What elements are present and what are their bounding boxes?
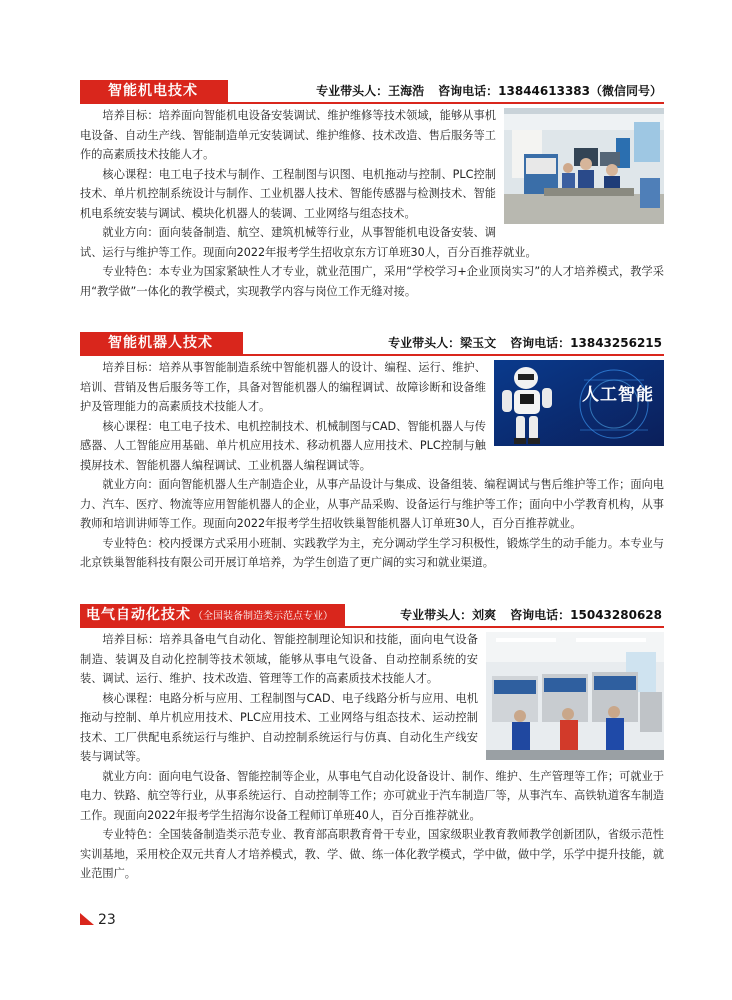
paragraph-objective: 培养目标：培养面向智能机电设备安装调试、维护维修等技术领域，能够从事机电设备、自动生产线、智能制造单元安装调试、维护维修、技术改造、售后服务等工作的高素质技术技能人才。	[80, 109, 496, 161]
section-body	[80, 358, 664, 573]
page-marker-icon	[80, 913, 94, 925]
section-header	[80, 332, 664, 354]
paragraph-courses: 核心课程：电路分析与应用、工程制图与CAD、电子线路分析与应用、电机拖动与控制、单片机应用技术、PLC应用技术、工业网络与组态技术、运动控制技术、工厂供配电系统运行与维护、自动控制系统运行与仿真、自动化生产线安装与调试等。	[80, 691, 478, 763]
paragraph-features: 专业特色：本专业为国家紧缺性人才专业，就业范围广，采用“学校学习+企业顶岗实习”的人才培养模式，教学采用“教学做”一体化的教学模式，实现教学内容与岗位工作无缝对接。	[80, 265, 664, 298]
paragraph-objective: 培养目标：培养从事智能制造系统中智能机器人的设计、编程、运行、维护、培训、营销及售后服务等工作，具备对智能机器人的编程调试、故障诊断和设备维护及管理能力的高素质技术技能人才。	[80, 361, 486, 413]
section-title-text: 智能机电技术	[108, 83, 198, 99]
ai-banner-text: 人工智能	[582, 385, 654, 405]
section-robotics	[80, 332, 664, 573]
section-mechatronics	[80, 80, 664, 301]
section-body	[80, 630, 664, 884]
paragraph-employment: 就业方向：面向电气设备、智能控制等企业，从事电气自动化设备设计、制作、维护、生产管理等工作；可就业于电力、铁路、航空等行业，从事系统运行、自动控制等工作；亦可就业于汽车制造厂等，从事汽车、高铁轨道客车制造工作。现面向2022年报考学生招海尔设备工程师订单班40人，百分百推荐就业。	[80, 769, 664, 822]
paragraph-employment: 就业方向：面向智能机器人生产制造企业，从事产品设计与集成、设备组装、编程调试与售后维护等工作；面向电力、汽车、医疗、物流等应用智能机器人的企业，从事产品采购、设备运行与维护等工作；面向中小学教育机构，从事教师和培训讲师等工作。现面向2022年报考学生招收铁巢智能机器人订单班30人，百分百推荐就业。	[80, 478, 664, 530]
section-title-text: 电气自动化技术	[86, 607, 191, 623]
paragraph-objective: 培养目标：培养具备电气自动化、智能控制理论知识和技能，面向电气设备制造、装调及自动化控制等技术领域，能够从事电气设备、自动控制系统的安装、调试、运行、维护、技术改造、管理等工作的高素质技术技能人才。	[80, 633, 478, 685]
training-room-photo	[486, 632, 664, 760]
paragraph-employment: 就业方向：面向装备制造、航空、建筑机械等行业，从事智能机电设备安装、调试、运行与维护等工作。现面向2022年报考学生招收京东方订单班30人，百分百推荐就业。	[80, 226, 537, 259]
page-number-text: 23	[98, 912, 116, 928]
lab-photo	[504, 108, 664, 224]
section-header	[80, 604, 664, 626]
section-header	[80, 80, 664, 102]
section-body	[80, 106, 664, 301]
paragraph-features: 专业特色：校内授课方式采用小班制、实践教学为主，充分调动学生学习积极性，锻炼学生的动手能力。本专业与北京铁巢智能科技有限公司开展订单培养，为学生创造了更广阔的实习和就业渠道。	[80, 536, 664, 569]
header-divider	[80, 626, 664, 628]
section-title	[80, 332, 243, 354]
header-divider	[80, 102, 664, 104]
header-divider	[80, 354, 664, 356]
section-title	[80, 604, 345, 626]
phone-number: 咨询电话：13844613383（微信同号）	[438, 84, 662, 98]
paragraph-features: 专业特色：全国装备制造类示范专业、教育部高职教育骨干专业，国家级职业教育教师教学创新团队，省级示范性实训基地，采用校企双元共育人才培养模式，教、学、做、练一体化教学模式，学中做，做中学，乐学中提升技能，就业范围广。	[80, 828, 664, 880]
phone-number: 咨询电话：15043280628	[510, 608, 662, 622]
contact-info	[400, 606, 662, 623]
program-leader: 专业带头人：王海浩	[316, 84, 425, 98]
program-leader: 专业带头人：刘爽	[400, 608, 497, 622]
section-title	[80, 80, 228, 102]
phone-number: 咨询电话：13843256215	[510, 336, 662, 350]
section-title-text: 智能机器人技术	[108, 335, 213, 351]
section-subtitle: （全国装备制造类示范点专业）	[193, 611, 333, 622]
section-electrical-automation	[80, 604, 664, 884]
paragraph-courses: 核心课程：电工电子技术与制作、工程制图与识图、电机拖动与控制、PLC控制技术、单片机控制系统设计与制作、工业机器人技术、智能传感器与检测技术、智能机电系统安装与调试、模块化机器人的装调、工业网络与组态技术。	[80, 167, 496, 220]
program-leader: 专业带头人：梁玉文	[388, 336, 497, 350]
contact-info	[388, 334, 662, 351]
contact-info	[316, 82, 662, 99]
ai-robot-image	[494, 360, 664, 446]
paragraph-courses: 核心课程：电工电子技术、电机控制技术、机械制图与CAD、智能机器人与传感器、人工智能应用基础、单片机应用技术、移动机器人应用技术、PLC控制与触摸屏技术、智能机器人编程调试、工业机器人编程调试等。	[80, 419, 486, 472]
page-number	[80, 912, 116, 928]
